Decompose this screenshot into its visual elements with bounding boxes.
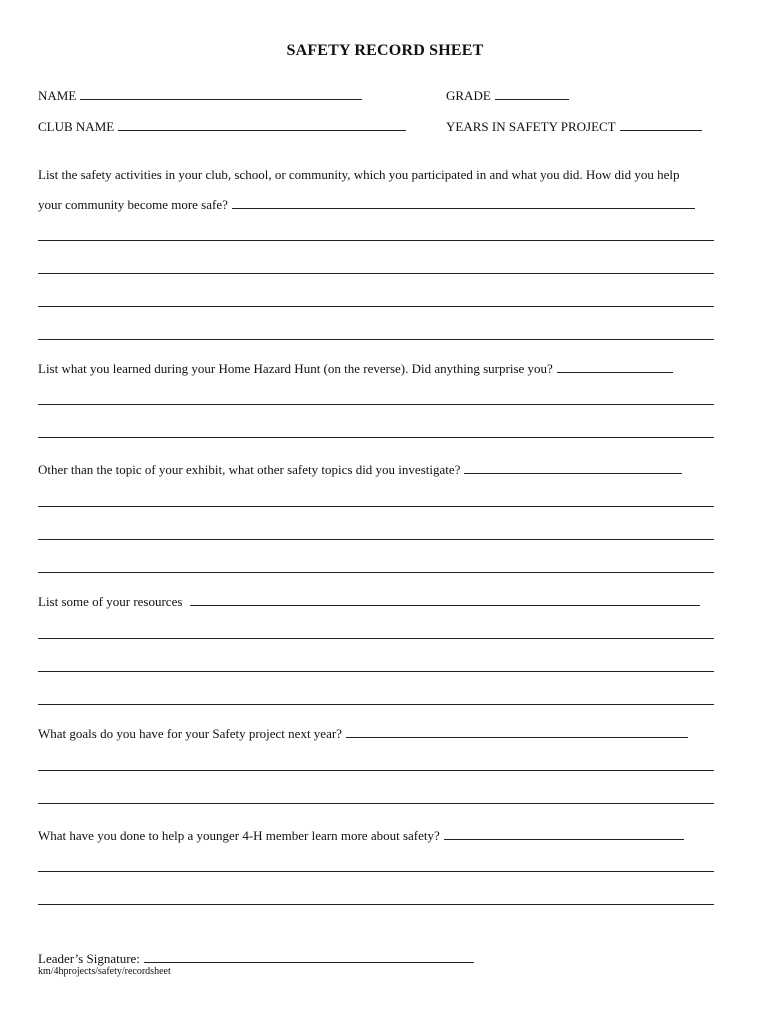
club-name-field [38,119,406,135]
question-help-younger-member [38,828,684,844]
grade-field [446,88,569,104]
answer-line[interactable] [38,704,714,705]
answer-line[interactable] [38,273,714,274]
question-help-younger-member-text: What have you done to help a younger 4-H member learn more about safety? [38,828,440,843]
question-home-hazard-hunt [38,361,673,377]
question-resources-text: List some of your resources [38,594,183,609]
question-home-hazard-hunt-text: List what you learned during your Home Hazard Hunt (on the reverse). Did anything surprise you? [38,361,553,376]
question-safety-activities: List the safety activities in your club, school, or community, which you participated in and what you did. How did you help [38,167,680,182]
grade-label: GRADE [446,88,491,103]
name-input-line[interactable] [80,88,362,100]
answer-line[interactable] [38,770,714,771]
leader-signature-field [38,951,474,967]
answer-line[interactable] [38,539,714,540]
question-other-topics [38,462,682,478]
answer-line[interactable] [38,339,714,340]
answer-line[interactable] [38,904,714,905]
question-other-topics-text: Other than the topic of your exhibit, what other safety topics did you investigate? [38,462,461,477]
club-name-input-line[interactable] [118,119,406,131]
answer-line[interactable] [557,361,673,373]
leader-signature-line[interactable] [144,951,474,963]
answer-line[interactable] [38,671,714,672]
answer-line[interactable] [38,871,714,872]
answer-line[interactable] [232,197,695,209]
answer-line[interactable] [38,306,714,307]
answer-line[interactable] [464,462,682,474]
name-label: NAME [38,88,77,103]
question-goals-text: What goals do you have for your Safety project next year? [38,726,342,741]
question-resources [38,594,700,610]
answer-line[interactable] [38,404,714,405]
answer-line[interactable] [38,803,714,804]
club-name-label: CLUB NAME [38,119,115,134]
footer-file-path: km/4hprojects/safety/recordsheet [38,966,171,977]
years-label: YEARS IN SAFETY PROJECT [446,119,616,134]
answer-line[interactable] [346,726,688,738]
answer-line[interactable] [38,240,714,241]
leader-signature-label: Leader’s Signature: [38,951,140,966]
answer-line[interactable] [444,828,684,840]
years-input-line[interactable] [620,119,702,131]
page-title: SAFETY RECORD SHEET [286,42,484,59]
question-safety-activities-cont [38,197,695,213]
answer-line[interactable] [38,638,714,639]
grade-input-line[interactable] [495,88,569,100]
answer-line[interactable] [38,437,714,438]
name-field [38,88,362,104]
years-field [446,119,702,135]
question-goals [38,726,688,742]
answer-line[interactable] [38,572,714,573]
question-safety-activities-line2: your community become more safe? [38,197,228,212]
answer-line[interactable] [190,594,700,606]
answer-line[interactable] [38,506,714,507]
